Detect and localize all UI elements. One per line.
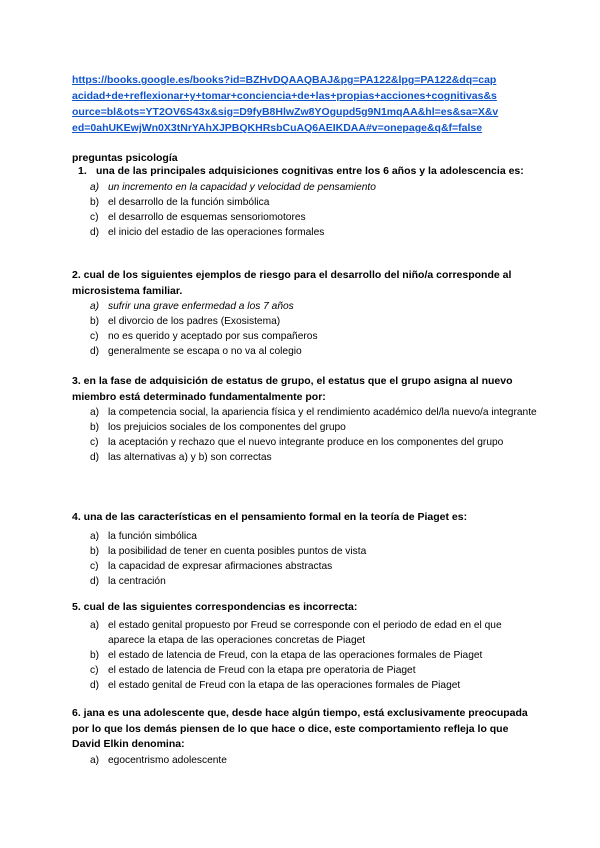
option [72,420,537,435]
option-letter: a) [90,407,100,418]
option [72,618,537,648]
option-text: el divorcio de los padres (Exosistema) [108,316,281,327]
option-text: el estado genital de Freud con la etapa de las operaciones formales de Piaget [108,679,461,691]
option [72,329,537,344]
option-letter: d) [90,575,100,587]
option [72,435,537,450]
question-text: 6. jana es una adolescente que, desde hace algún tiempo, está exclusivamente preocupada por lo que los demás piensen de lo que hace o dice, este comportamiento refleja lo que David Elkin denomina: [72,707,528,750]
option-letter: d) [90,452,100,463]
option [72,574,537,589]
option-text: egocentrismo adolescente [108,754,227,766]
option-letter: b) [90,316,100,327]
option-text: sufrir una grave enfermedad a los 7 años [108,301,294,312]
option-text: la aceptación y rechazo que el nuevo integrante produce en los componentes del grupo [108,437,504,448]
option-text: el estado de latencia de Freud con la etapa pre operatoria de Piaget [108,664,416,676]
question-3 [72,374,537,465]
option-text: un incremento en la capacidad y velocidad de pensamiento [108,181,376,193]
question-1 [72,164,537,240]
option-letter: c) [90,437,99,448]
option-letter: a) [90,754,100,766]
option-letter: b) [90,649,100,661]
question-text [72,164,537,180]
option-text: la capacidad de expresar afirmaciones abstractas [108,560,333,572]
option [72,405,537,420]
question-4 [72,510,537,589]
option-letter: b) [90,196,100,208]
question-text: 5. cual de las siguientes correspondencias es incorrecta: [72,601,358,613]
option-list [72,529,537,589]
question-2 [72,268,537,359]
option [72,314,537,329]
question-number: 1. [78,165,87,177]
option [72,663,537,678]
link-line[interactable]: acidad+de+reflexionar+y+tomar+conciencia+de+las+propias+acciones+cognitivas&s [72,90,497,102]
option [72,180,537,195]
option-list [72,618,537,693]
option-list [72,299,537,359]
option-letter: b) [90,422,100,433]
option [72,450,537,465]
option-letter: c) [90,211,99,223]
option-letter: b) [90,545,100,557]
option-letter: d) [90,679,100,691]
option-text: el desarrollo de esquemas sensoriomotores [108,211,306,223]
option-letter: d) [90,226,100,238]
option-text: la función simbólica [108,530,197,542]
option-text: la posibilidad de tener en cuenta posibles puntos de vista [108,545,367,557]
option-letter: c) [90,331,99,342]
link-line[interactable]: https://books.google.es/books?id=BZHvDQAAQBAJ&pg=PA122&lpg=PA122&dq=cap [72,74,497,86]
question-text: 2. cual de los siguientes ejemplos de riesgo para el desarrollo del niño/a corresponde al microsistema familiar. [72,269,512,297]
option [72,529,537,544]
link-line[interactable]: ed=0ahUKEwjWn0X3tNrYAhXJPBQKHRsbCuAQ6AEIKDAA#v=onepage&q&f=false [72,122,483,134]
option [72,678,537,693]
option [72,648,537,663]
option-letter: c) [90,664,99,676]
option-letter: a) [90,619,100,631]
option-list [72,753,537,768]
option-text: generalmente se escapa o no va al colegio [108,346,302,357]
section-title: preguntas psicología [72,152,178,164]
option [72,299,537,314]
option-text: las alternativas a) y b) son correctas [108,452,272,463]
option-letter: d) [90,346,100,357]
option-text: el inicio del estadio de las operaciones formales [108,226,325,238]
option-text: no es querido y aceptado por sus compañeros [108,331,318,342]
option-list [72,405,537,465]
option [72,225,537,240]
option-letter: c) [90,560,99,572]
link-line[interactable]: ource=bl&ots=YT2OV6S43x&sig=D9fyB8HlwZw8YOgupd5g9N1mqAA&hl=es&sa=X&v [72,106,499,118]
option-letter: a) [90,181,100,193]
option-text: el estado de latencia de Freud, con la etapa de las operaciones formales de Piaget [108,649,483,661]
option-letter: a) [90,530,100,542]
option-text: la centración [108,575,166,587]
option-letter: a) [90,301,100,312]
source-link[interactable] [72,72,532,136]
option-text: la competencia social, la apariencia física y el rendimiento académico del/la nuevo/a integrante [108,407,537,418]
option [72,210,537,225]
question-text: 4. una de las características en el pensamiento formal en la teoría de Piaget es: [72,511,468,523]
option [72,544,537,559]
option [72,195,537,210]
option-text: el desarrollo de la función simbólica [108,196,270,208]
option [72,559,537,574]
question-body: una de las principales adquisiciones cognitivas entre los 6 años y la adolescencia es: [96,165,524,177]
option [72,753,537,768]
question-text: 3. en la fase de adquisición de estatus de grupo, el estatus que el grupo asigna al nuevo miembro está determinado fundamentalmente por: [72,375,513,403]
question-6 [72,706,537,768]
option-text: los prejuicios sociales de los componentes del grupo [108,422,346,433]
question-5 [72,600,537,693]
option [72,344,537,359]
option-text: el estado genital propuesto por Freud se corresponde con el periodo de edad en el que aparece la etapa de las operaciones concretas de Piaget [108,619,502,646]
option-list [72,180,537,240]
